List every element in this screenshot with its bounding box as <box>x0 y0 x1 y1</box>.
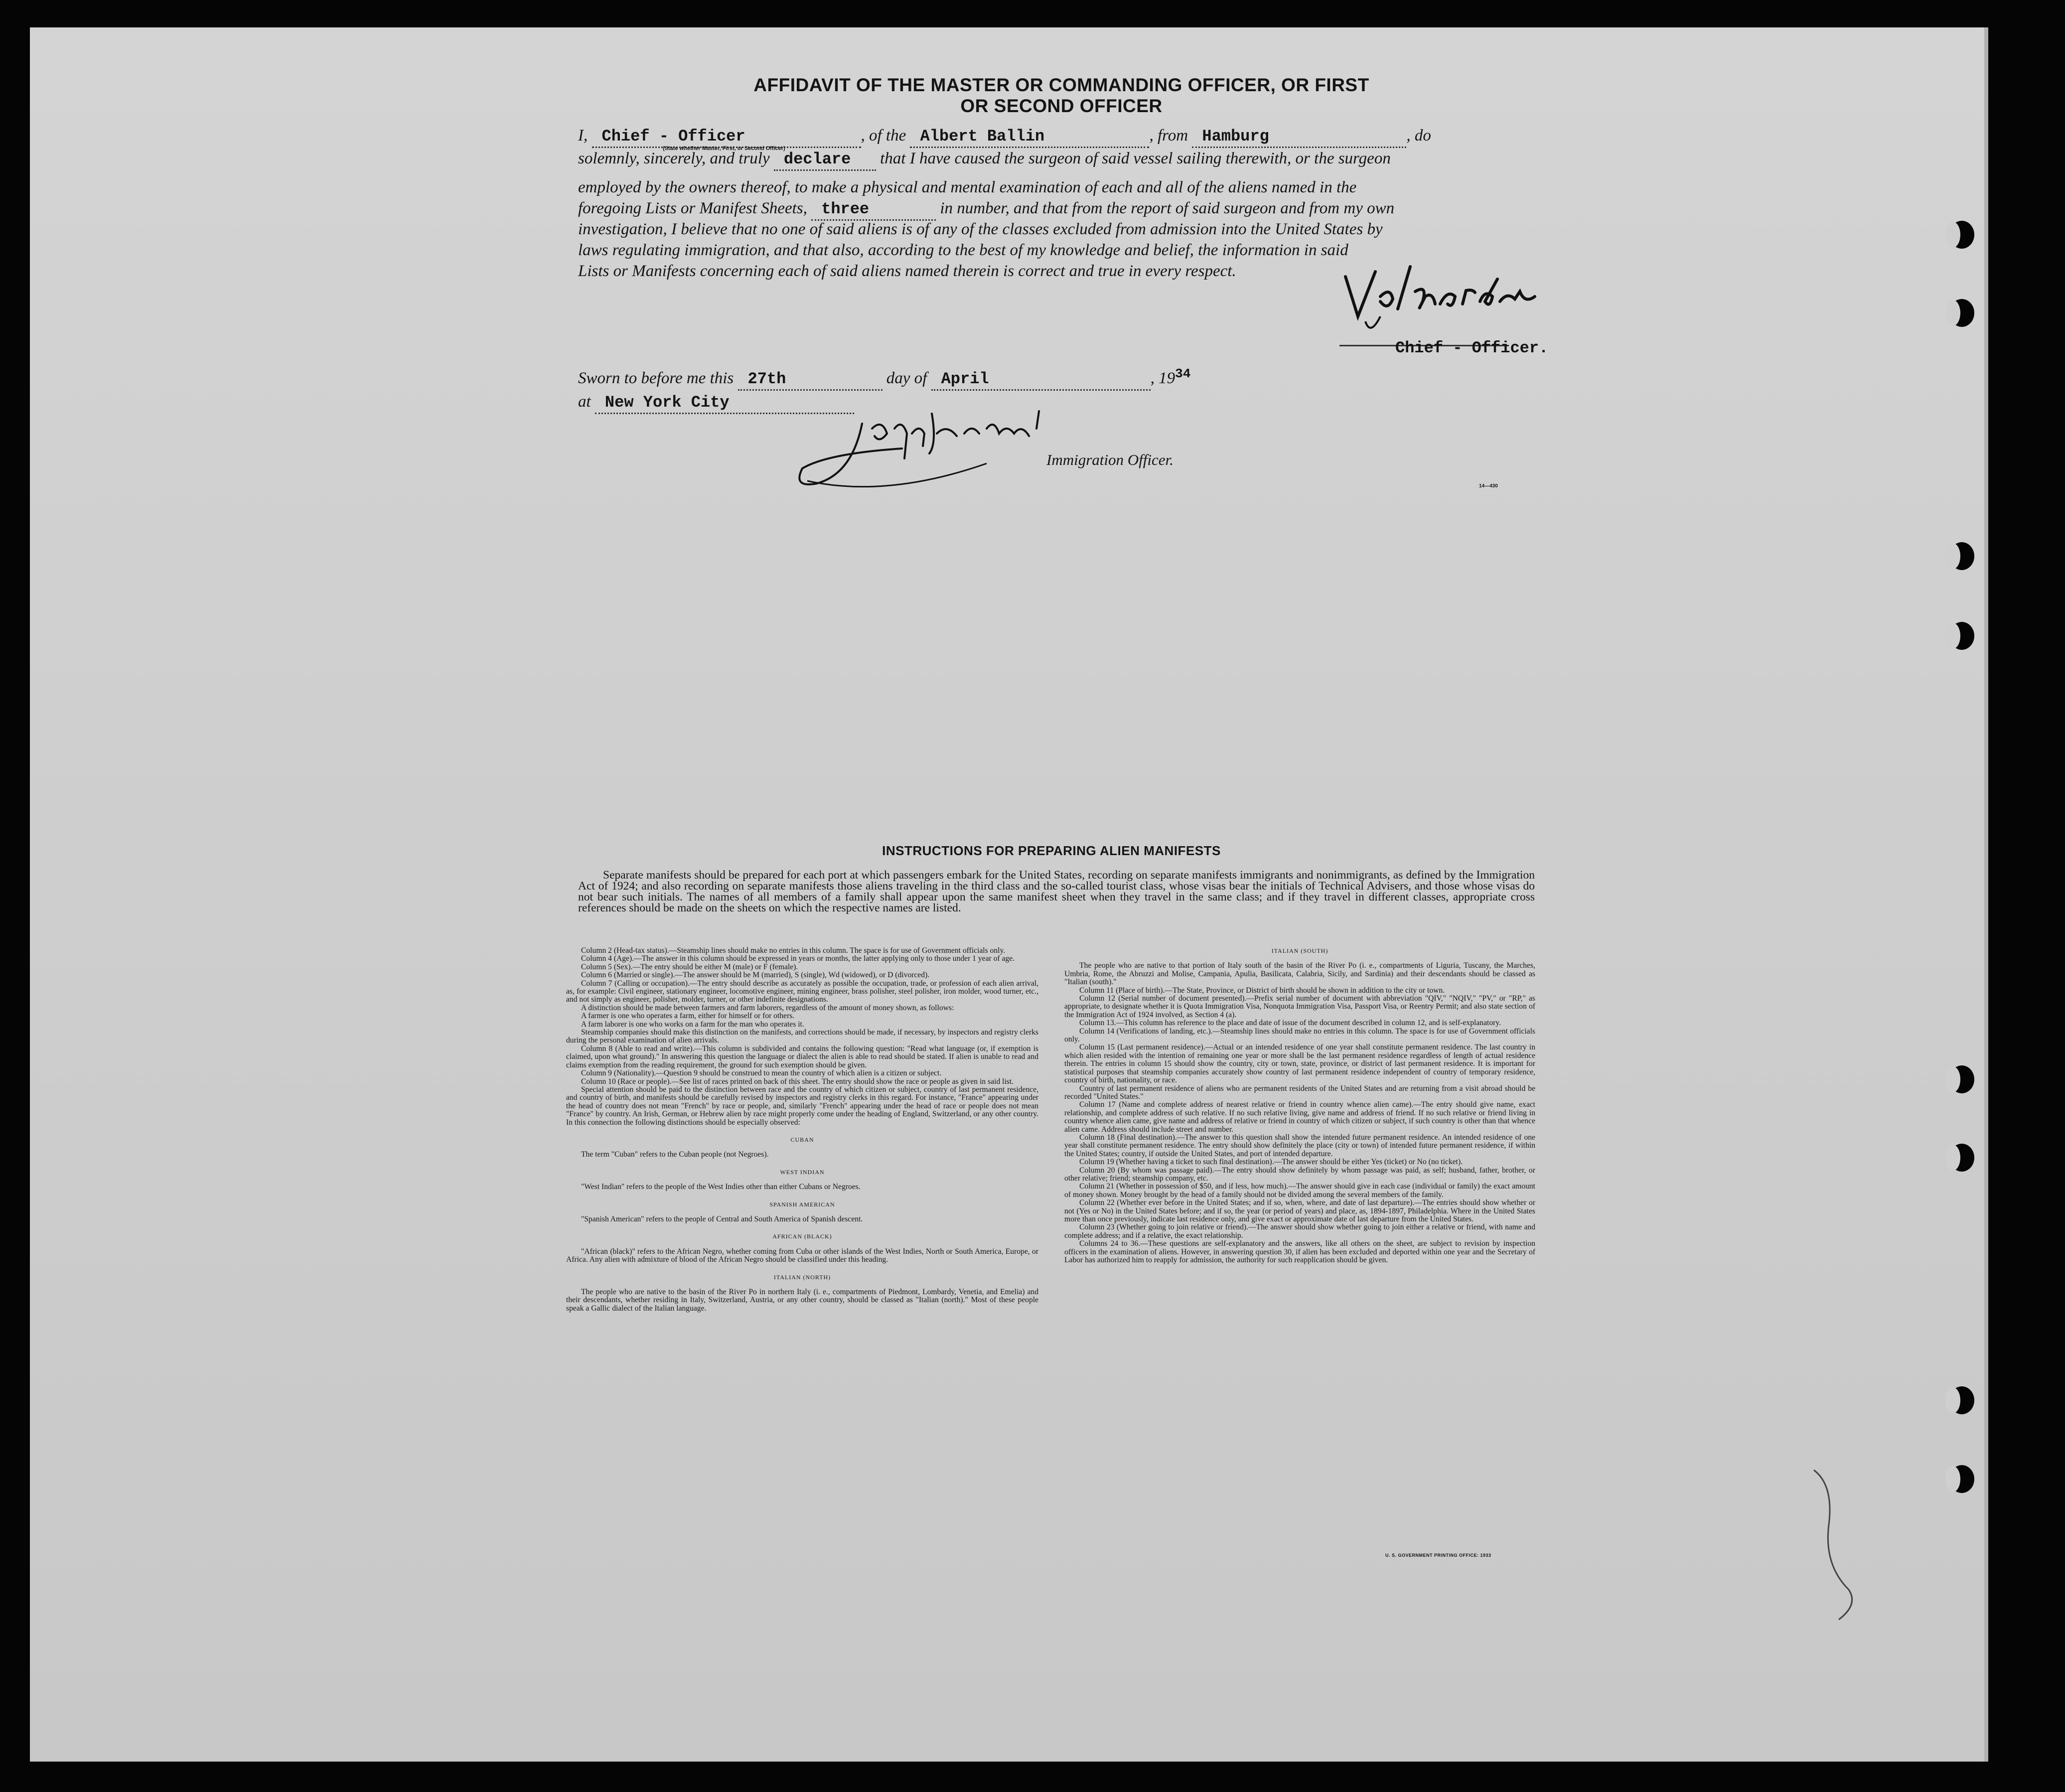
port-field: Hamburg <box>1192 127 1406 148</box>
instr-col2: Column 2 (Head-tax status).—Steamship lines should make no entries in this column. The space is for use of Government officials only. <box>581 946 1006 955</box>
punch-hole <box>1949 1465 1974 1493</box>
instructions-intro: Separate manifests should be prepared for each port at which passengers embark for the United States, recording on separate manifests immigrants and nonimmigrants, as defined by the Immigration Act of 1924; and also recording on separate manifests those aliens traveling in the third class and the so-called tourist class, whose visas bear the initials of Technical Advisers, and those whose visas do not bear such initials. The names of all members of a family shall appear upon the same manifest sheet when they travel in the same class; and if they travel in different classes, appropriate cross references should be made on the sheets on which the respective names are listed. <box>578 869 1535 914</box>
instr-col21: Column 21 (Whether in possession of $50, and if less, how much).—The answer should give in each case (individual or family) the exact amount of money shown. Money brought by the head of a family should not be divided among the several members of the family. <box>1064 1182 1535 1199</box>
pencil-mark <box>1804 1465 1864 1625</box>
affidavit-line-6: laws regulating immigration, and that also, according to the best of my knowledge and belief, the information in said <box>578 241 1348 259</box>
ship-name-field: Albert Ballin <box>910 127 1149 148</box>
instructions-left-column <box>566 947 1038 1313</box>
instr-col18: Column 18 (Final destination).—The answer to this question shall show the intended future permanent residence. An intended residence of one year shall constitute permanent residence. The entry should show definitely the place (city or town) of intended future permanent residence, if within the United States; country, if outside the United States, and port of intended departure. <box>1064 1133 1535 1158</box>
instr-west-indian: "West Indian" refers to the people of the West Indies other than either Cubans or Negroes. <box>581 1183 861 1192</box>
punch-hole <box>1949 299 1974 327</box>
affidavit-line-7: Lists or Manifests concerning each of said aliens named therein is correct and true in every respect. <box>578 262 1236 280</box>
sworn-line <box>578 364 1485 391</box>
punch-hole <box>1949 542 1974 570</box>
affidavit-title: AFFIDAVIT OF THE MASTER OR COMMANDING OFFICER, OR FIRST OR SECOND OFFICER <box>753 75 1369 116</box>
affidavit-line-5: investigation, I believe that no one of said aliens is of any of the classes excluded from admission into the United States by <box>578 220 1383 238</box>
punch-hole <box>1949 1065 1974 1093</box>
declare-field: declare <box>774 149 876 171</box>
day-of-label: day of <box>886 369 927 387</box>
instr-col20: Column 20 (By whom was passage paid).—The entry should show definitely by whom passage was paid, as self; husband, father, brother, or other relative; friend; steamship company, etc. <box>1064 1166 1535 1183</box>
instructions-title: INSTRUCTIONS FOR PREPARING ALIEN MANIFESTS <box>882 843 1221 858</box>
instr-col14: Column 14 (Verifications of landing, etc.).—Steamship lines should make no entries in this column. The space is for use of Government officials only. <box>1064 1027 1535 1044</box>
instr-col23: Column 23 (Whether going to join relative or friend).—The answer should show whether going to join either a relative or friend, with name and complete address; and if a relative, the exact relationship. <box>1064 1223 1535 1240</box>
line4-a: foregoing Lists or Manifest Sheets, <box>578 199 807 217</box>
heading-west-indian: WEST INDIAN <box>780 1168 825 1176</box>
instr-col7: Column 7 (Calling or occupation).—The entry should describe as accurately as possible the occupation, trade, or profession of each alien arrival, as, for example: Civil engineer, stationary engineer, locomotive engineer, mining engineer, brass polisher, steel polisher, iron molder, wood turner, etc., and not simply as engineer, polisher, molder, turner, or other indefinite designations. <box>566 979 1038 1004</box>
instr-col15-us: Country of last permanent residence of aliens who are permanent residents of the United States and are returning from a visit abroad should be recorded "United States." <box>1064 1084 1535 1101</box>
sheet-count-field: three <box>811 199 936 221</box>
punch-hole <box>1949 1386 1974 1414</box>
heading-cuban: CUBAN <box>790 1136 814 1143</box>
instr-col24-36: Columns 24 to 36.—These questions are self-explanatory and the answers, like all others on the sheet, are subject to revision by inspection officers in the examination of aliens. However, in answering question 30, if alien has been excluded and deported within one year and the Secretary of Labor has authorized him to reapply for admission, the authority for such reapplication should be given. <box>1064 1239 1535 1265</box>
instr-farm-laborer: A farm laborer is one who works on a farm for the man who operates it. <box>581 1020 804 1029</box>
line2-b: that I have caused the surgeon of said vessel sailing therewith, or the surgeon <box>880 149 1391 167</box>
instr-cuban: The term "Cuban" refers to the Cuban people (not Negroes). <box>581 1150 769 1159</box>
heading-italian-north: ITALIAN (NORTH) <box>773 1273 831 1281</box>
sworn-day-field: 27th <box>738 369 883 391</box>
instr-spanish-american: "Spanish American" refers to the people of Central and South America of Spanish descent. <box>581 1214 863 1223</box>
heading-italian-south: ITALIAN (SOUTH) <box>1271 947 1328 954</box>
instr-col10: Column 10 (Race or people).—See list of races printed on back of this sheet. The entry should show the race or people as given in said list. <box>581 1077 1014 1086</box>
affidavit-line-2 <box>578 149 1485 171</box>
state-note: (State whether Master, First, or Second Officer) <box>663 146 785 151</box>
punch-hole <box>1949 622 1974 650</box>
punch-hole <box>1949 221 1974 249</box>
officer-title-field: Chief - Officer <box>592 127 861 148</box>
instr-col6: Column 6 (Married or single).—The answer should be M (married), S (single), Wd (widowed), or D (divorced). <box>581 971 930 980</box>
affidavit-line-3: employed by the owners thereof, to make a physical and mental examination of each and all of the aliens named in the <box>578 178 1357 196</box>
instr-col5: Column 5 (Sex).—The entry should be either M (male) or F (female). <box>581 962 798 971</box>
signer-title-text: Chief - Officer. <box>1395 339 1549 357</box>
line2-a: solemnly, sincerely, and truly <box>578 149 770 167</box>
heading-spanish-american: SPANISH AMERICAN <box>769 1200 835 1208</box>
year-prefix: , 19 <box>1150 369 1176 387</box>
signer-title <box>1395 339 1548 357</box>
heading-african: AFRICAN (BLACK) <box>772 1233 832 1240</box>
instr-col22: Column 22 (Whether ever before in the United States; and if so, when, where, and date of last departure).—The entries should show whether or not (Yes or No) in the United States before; and if so, the year (or period of years) and place, as, 1894-1897, Philadelphia. Where in the United States more than once previously, indicate last residence only, and give exact or approximate date of last departure from the United States. <box>1064 1198 1535 1223</box>
instr-col19: Column 19 (Whether having a ticket to such final destination).—The answer should be either Yes (ticket) or No (no ticket). <box>1079 1158 1463 1167</box>
instr-italian-north: The people who are native to the basin of the River Po in northern Italy (i. e., compartments of Piedmont, Lombardy, Venetia, and Emelia) and their descendants, whether residing in Italy, Switzerland, Austria, or any other country, should be classed as "Italian (north)." Most of these people speak a Gallic dialect of the Italian language. <box>566 1288 1038 1313</box>
do-label: , do <box>1406 127 1431 145</box>
at-label: at <box>578 393 591 411</box>
instr-farmer: A farmer is one who operates a farm, either for himself or for others. <box>581 1012 795 1021</box>
instr-african: "African (black)" refers to the African Negro, whether coming from Cuba or other islands of the West Indies, North or South America, Europe, or Africa. Any alien with admixture of blood of the African Negro should be classified under this heading. <box>566 1247 1038 1264</box>
affidavit-line-1 <box>578 126 1485 148</box>
year-field: 34 <box>1175 366 1191 381</box>
line4-b: in number, and that from the report of said surgeon and from my own <box>940 199 1395 217</box>
of-the-label: , of the <box>861 127 906 145</box>
i-label: I, <box>578 127 588 145</box>
instr-col12: Column 12 (Serial number of document presented).—Prefix serial number of document with abbreviation "QIV," "NQIV," "PV," or "RP," as appropriate, to designate whether it is Quota Immigration Visa, Nonquota Immigration Visa, Passport Visa, or Reentry Permit; and also state section of the Immigration Act of 1924 involved, as Section 4 (a). <box>1064 994 1535 1019</box>
printer-imprint: U. S. GOVERNMENT PRINTING OFFICE: 1933 <box>1385 1553 1491 1558</box>
instr-italian-south: The people who are native to that portion of Italy south of the basin of the River Po (i. e., compartments of Liguria, Tuscany, the Marches, Umbria, Rome, the Abruzzi and Molise, Campania, Apulia, Basilicata, Calabria, Sicily, and Sardinia) and their descendants should be classed as "Italian (south)." <box>1064 961 1535 987</box>
instr-race-note: Special attention should be paid to the distinction between race and the country of which citizen or subject, country of last permanent residence, and country of birth, and manifests should be carefully revised by inspectors and registry clerks in this regard. For instance, "France" appearing under the head of country does not mean "French" by race or people, and, similarly "French" appearing under the head of race or people does not mean "France" by country. An Irish, German, or Hebrew alien by race might properly come under the heading of England, Switzerland, or any other country. In this connection the following distinctions should be especially observed: <box>566 1085 1038 1127</box>
instr-steamship: Steamship companies should make this distinction on the manifests, and corrections should be made, if necessary, by inspectors and registry clerks during the personal examination of alien arrivals. <box>566 1028 1038 1045</box>
sworn-label: Sworn to before me this <box>578 369 734 387</box>
punch-hole <box>1949 1144 1974 1172</box>
from-label: , from <box>1149 127 1188 145</box>
instr-col9: Column 9 (Nationality).—Question 9 should be construed to mean the country of which alien is a citizen or subject. <box>581 1069 942 1078</box>
form-number: 14—430 <box>1479 483 1498 489</box>
instr-col4: Column 4 (Age).—The answer in this column should be expressed in years or months, the latter applying only to those under 1 year of age. <box>581 954 1015 963</box>
instr-col8: Column 8 (Able to read and write).—This column is subdivided and contains the following question: "Read what language (or, if exemption is claimed, upon what ground)." In answering this question the language or dialect the alien is able to read should be stated. If alien is unable to read and claims exemption from the reading requirement, the ground for such exemption should be given. <box>566 1044 1038 1069</box>
instr-col15: Column 15 (Last permanent residence).—Actual or an intended residence of one year shall constitute permanent residence. The last country in which alien resided with the intention of remaining one year or more shall be the last permanent residence regardless of length of actual residence therein. The entries in column 15 should show the country, city or town, state, province, or district of last permanent residence. It is important for statistical purposes that steamship companies accurately show country of last permanent residence independent of country of temporary residence, country of birth, nationality, or race. <box>1064 1043 1535 1085</box>
affidavit-line-4 <box>578 198 1485 221</box>
sworn-month-field: April <box>931 369 1151 391</box>
instructions-right-column <box>1064 947 1535 1264</box>
immigration-officer-label: Immigration Officer. <box>1046 451 1174 468</box>
sworn-place-field: New York City <box>595 393 854 414</box>
instr-farmer-distinction: A distinction should be made between farmers and farm laborers, regardless of the amount of money shown, as follows: <box>581 1003 954 1012</box>
instr-col17: Column 17 (Name and complete address of nearest relative or friend in country whence alien came).—The entry should give name, exact relationship, and complete address of such relative. If no such relative living, give name and address of friend. If no such relative or friend living in country whence alien came, give name and address of relative or friend in country of which citizen or subject, if such country is other than that whence alien came. Address should include street and number. <box>1064 1100 1535 1134</box>
officer-signature <box>1335 262 1545 341</box>
instr-col13: Column 13.—This column has reference to the place and date of issue of the document described in column 12, and is self-explanatory. <box>1079 1019 1501 1028</box>
instr-col11: Column 11 (Place of birth).—The State, Province, or District of birth should be shown in addition to the city or town. <box>1079 986 1445 995</box>
